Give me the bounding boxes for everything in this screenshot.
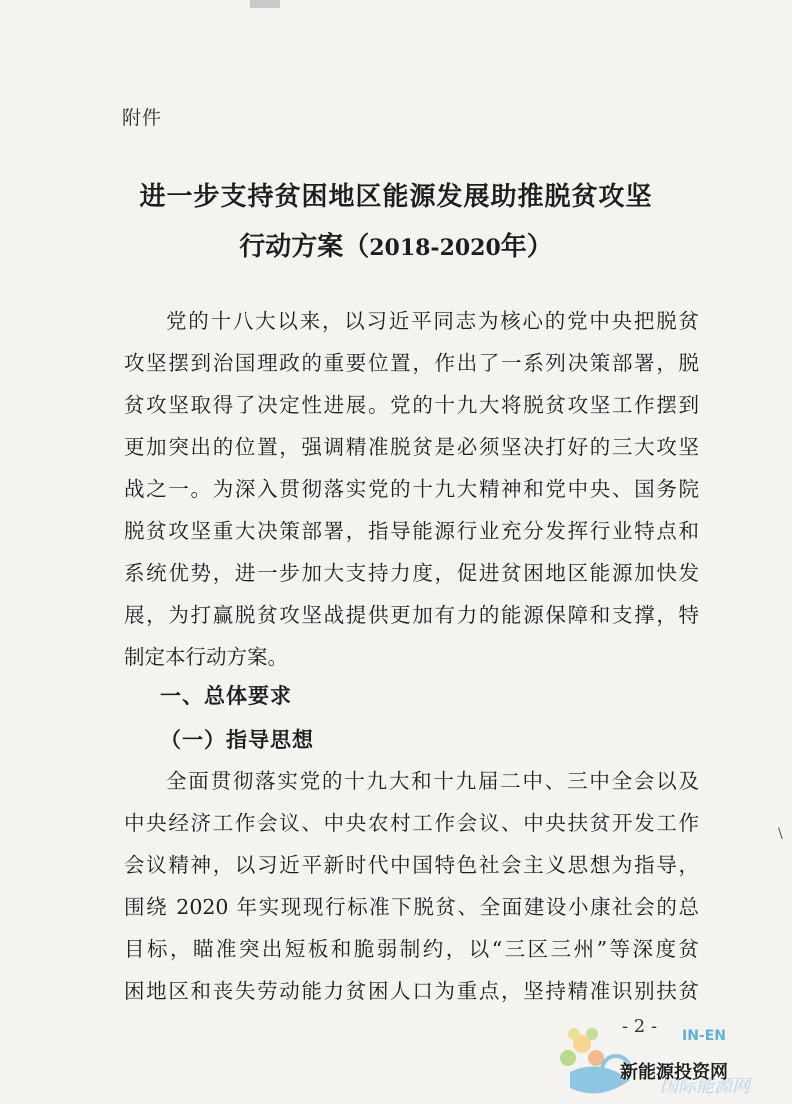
title-line2-year: 2018-2020: [369, 235, 501, 261]
paragraph-line: 党的十八大以来，以习近平同志为核心的党中央把脱贫: [166, 309, 699, 333]
paragraph-line: 中央经济工作会议、中央农村工作会议、中央扶贫开发工作: [124, 811, 699, 835]
paragraph-line: 攻坚摆到治国理政的重要位置，作出了一系列决策部署，脱: [124, 351, 699, 375]
paragraph-line: 困地区和丧失劳动能力贫困人口为重点，坚持精准识别扶贫: [124, 979, 699, 1003]
paragraph-line: 脱贫攻坚重大决策部署，指导能源行业充分发挥行业特点和: [124, 519, 699, 543]
paragraph-line: 制定本行动方案。: [124, 645, 288, 669]
watermark-cn: 国际能源网: [660, 1076, 750, 1097]
paragraph-line: 展，为打赢脱贫攻坚战提供更加有力的能源保障和支撑，特: [124, 603, 699, 627]
document-title-line2: [0, 226, 792, 263]
paragraph-line: 目标，瞄准突出短板和脆弱制约，以“三区三州”等深度贫: [124, 937, 699, 961]
paragraph-line: 围绕 2020 年实现现行标准下脱贫、全面建设小康社会的总: [124, 895, 699, 919]
paragraph-line: 贫攻坚取得了决定性进展。党的十九大将脱贫攻坚工作摆到: [124, 393, 699, 417]
title-line2-tail: 年）: [500, 232, 553, 262]
paragraph-line: 更加突出的位置，强调精准脱贫是必须坚决打好的三大攻坚: [124, 435, 699, 459]
paragraph-line: 战之一。为深入贯彻落实党的十九大精神和党中央、国务院: [124, 477, 699, 501]
page-number: - 2 -: [622, 1016, 658, 1037]
paragraph-line: 全面贯彻落实党的十九大和十九届二中、三中全会以及: [166, 769, 699, 793]
paragraph-line: 系统优势，进一步加大支持力度，促进贫困地区能源加快发: [124, 561, 699, 585]
section-heading: 一、总体要求: [160, 683, 292, 708]
paragraph-1: [124, 300, 699, 678]
paragraph-2: [124, 760, 699, 1012]
paragraph-line: 会议精神，以习近平新时代中国特色社会主义思想为指导，: [124, 853, 699, 877]
watermark-brand: IN-EN: [682, 1028, 727, 1044]
watermark-name: 新能源投资网: [620, 1062, 728, 1083]
annex-label: 附件: [122, 107, 163, 129]
scan-artifact: [250, 0, 280, 8]
subsection-heading: （一）指导思想: [160, 727, 314, 752]
margin-mark: \: [778, 826, 783, 842]
title-line2-main: 行动方案（: [239, 232, 370, 262]
document-title-line1: 进一步支持贫困地区能源发展助推脱贫攻坚: [139, 182, 653, 212]
